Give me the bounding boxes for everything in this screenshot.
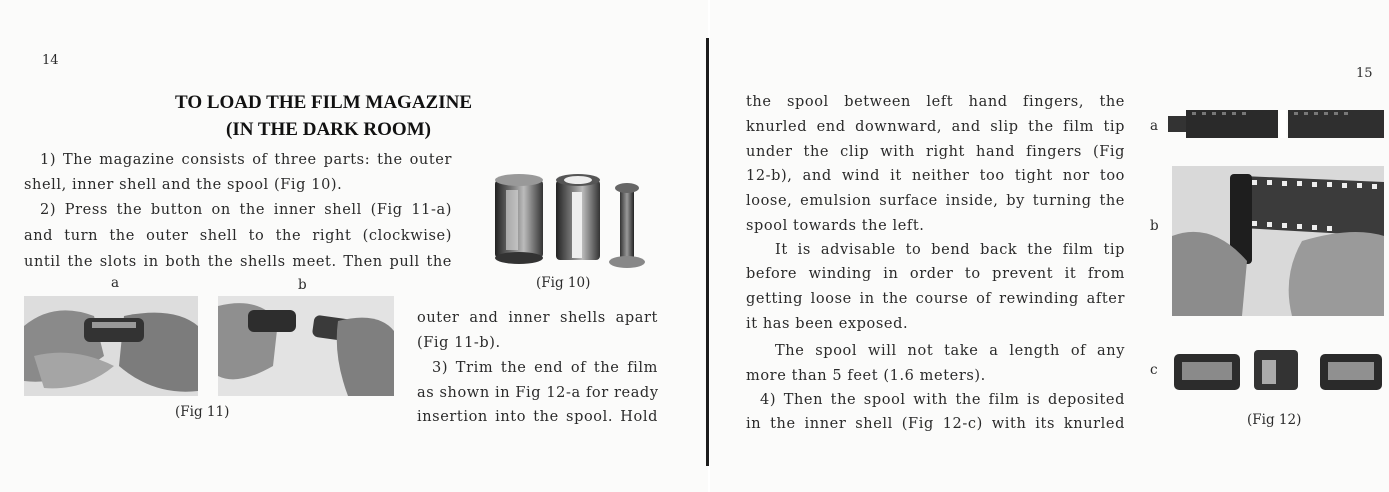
page-number-left: 14 — [42, 53, 59, 68]
text-line: and turn the outer shell to the right (clockwise) — [24, 228, 452, 244]
text-line: as shown in Fig 12-a for ready — [417, 385, 659, 401]
text-line: (Fig 11-b). — [417, 335, 501, 351]
fig11-label-a: a — [111, 275, 120, 291]
fig12-caption: (Fig 12) — [1247, 412, 1302, 428]
text-line: It is advisable to bend back the film tip — [775, 242, 1125, 258]
text-line: getting loose in the course of rewinding after — [746, 291, 1125, 307]
text-line: shell, inner shell and the spool (Fig 10). — [24, 177, 343, 193]
text-line: 12-b), and wind it neither too tight nor too — [746, 168, 1125, 184]
fig12-label-b: b — [1150, 218, 1159, 234]
fig12-label-c: c — [1150, 362, 1158, 378]
text-line: loose, emulsion surface inside, by turning the — [746, 193, 1125, 209]
text-line: in the inner shell (Fig 12-c) with its knurled — [746, 416, 1125, 432]
text-line: the spool between left hand fingers, the — [746, 94, 1125, 110]
fig12c-spool-in-shell-photo — [1170, 348, 1386, 394]
fig11a-pressing-button-photo — [24, 296, 198, 396]
text-line: insertion into the spool. Hold — [417, 409, 658, 425]
fig10-magazine-parts-photo — [490, 170, 665, 270]
text-line: it has been exposed. — [746, 316, 909, 332]
text-line: under the clip with right hand fingers (Fig — [746, 144, 1125, 160]
page-number-right: 15 — [1356, 66, 1373, 81]
fig12b-winding-film-photo — [1172, 166, 1384, 316]
text-line: spool towards the left. — [746, 218, 925, 234]
text-line: outer and inner shells apart — [417, 310, 658, 326]
text-line: 2) Press the button on the inner shell (Fig 11-a) — [40, 202, 452, 218]
text-line: more than 5 feet (1.6 meters). — [746, 368, 986, 384]
text-line: 1) The magazine consists of three parts: the outer — [40, 152, 452, 168]
text-line: 4) Then the spool with the film is deposited — [760, 392, 1125, 408]
text-line: before winding in order to prevent it from — [746, 266, 1125, 282]
fig11-caption: (Fig 11) — [175, 404, 230, 420]
fig11-label-b: b — [298, 277, 307, 293]
page-title: TO LOAD THE FILM MAGAZINE — [175, 92, 473, 113]
text-line: until the slots in both the shells meet. Then pull the — [24, 254, 452, 270]
fig11b-pulling-shells-photo — [218, 296, 394, 396]
fig12a-trimmed-film-photo — [1168, 108, 1384, 140]
page-subtitle: (IN THE DARK ROOM) — [226, 119, 431, 140]
text-line: The spool will not take a length of any — [775, 343, 1125, 359]
text-line: 3) Trim the end of the film — [432, 360, 658, 376]
fig12-label-a: a — [1150, 118, 1159, 134]
fig10-caption: (Fig 10) — [536, 275, 591, 291]
book-spine — [706, 38, 709, 466]
text-line: knurled end downward, and slip the film tip — [746, 119, 1125, 135]
